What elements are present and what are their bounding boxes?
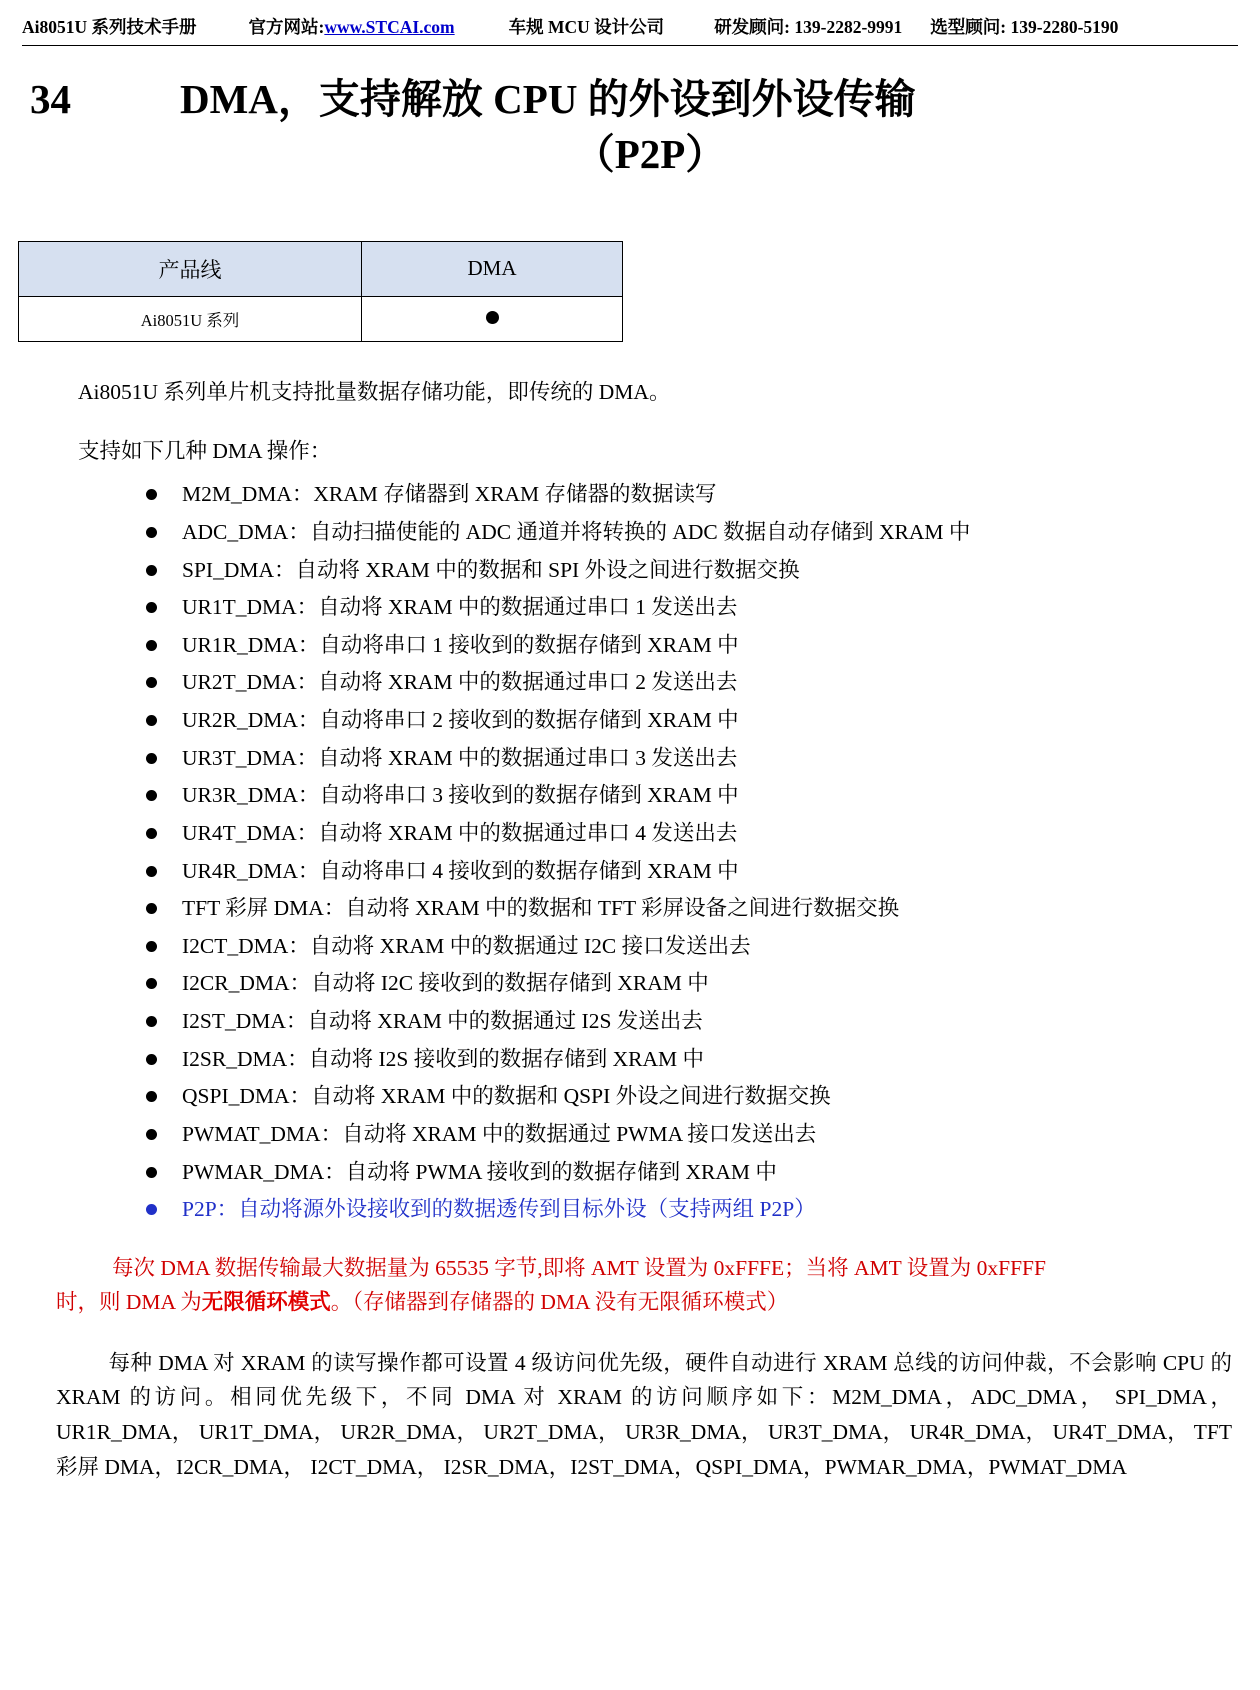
support-list-lead: 支持如下几种 DMA 操作：	[78, 439, 332, 463]
header-dev-advisor: 研发顾问: 139-2282-9991	[714, 17, 903, 37]
document-body	[28, 376, 1232, 1485]
header-divider	[22, 45, 1238, 46]
list-item: I2SR_DMA：自动将 I2S 接收到的数据存储到 XRAM 中	[140, 1041, 1232, 1079]
page-header	[22, 0, 1238, 39]
list-item: SPI_DMA：自动将 XRAM 中的数据和 SPI 外设之间进行数据交换	[140, 552, 1232, 590]
filled-dot-icon	[486, 311, 499, 324]
note-line-2-suffix: 。（存储器到存储器的 DMA 没有无限循环模式）	[330, 1290, 789, 1315]
list-item: UR2T_DMA：自动将 XRAM 中的数据通过串口 2 发送出去	[140, 664, 1232, 702]
header-site-label: 官方网站:	[248, 17, 325, 37]
intro-paragraph: Ai8051U 系列单片机支持批量数据存储功能，即传统的 DMA。	[78, 379, 671, 404]
list-item: UR3T_DMA：自动将 XRAM 中的数据通过串口 3 发送出去	[140, 740, 1232, 778]
table-cell-product: Ai8051U 系列	[19, 296, 362, 341]
list-item: I2CR_DMA：自动将 I2C 接收到的数据存储到 XRAM 中	[140, 965, 1232, 1003]
chapter-title-sub: （P2P）	[573, 131, 727, 178]
table-header-product: 产品线	[19, 241, 362, 296]
table-header-dma: DMA	[362, 241, 623, 296]
table-cell-dma-support	[362, 296, 623, 341]
list-item: UR3R_DMA：自动将串口 3 接收到的数据存储到 XRAM 中	[140, 777, 1232, 815]
product-dma-table	[18, 241, 623, 342]
title-line-1	[30, 72, 1230, 127]
note-line-2-prefix: 时，则 DMA 为	[56, 1290, 202, 1315]
list-item: PWMAR_DMA：自动将 PWMA 接收到的数据存储到 XRAM 中	[140, 1154, 1232, 1192]
list-item: UR1T_DMA：自动将 XRAM 中的数据通过串口 1 发送出去	[140, 589, 1232, 627]
priority-paragraph-text: 每种 DMA 对 XRAM 的读写操作都可设置 4 级访问优先级，硬件自动进行 XRAM 总线的访问仲裁，不会影响 CPU 的 XRAM 的访问。相同优先级下，不同 DMA 对 XRAM 的访问顺序如下：M2M_DMA，ADC_DMA， SPI_DMA， UR1R_DMA， UR1T_DMA， UR2R_DMA， UR2T_DMA， UR3R_DMA， UR3T_DMA， UR4R_DMA， UR4T_DMA， TFT 彩屏 DMA，I2CR_DMA， I2CT_DMA， I2SR_DMA，I2ST_DMA，QSPI_DMA，PWMAR_DMA，PWMAT_DMA	[56, 1350, 1232, 1480]
note-highlight: 无限循环模式	[201, 1290, 331, 1315]
list-item: M2M_DMA：XRAM 存储器到 XRAM 存储器的数据读写	[140, 476, 1232, 514]
page-title	[30, 72, 1230, 183]
list-item: UR4T_DMA：自动将 XRAM 中的数据通过串口 4 发送出去	[140, 815, 1232, 853]
list-item-p2p: P2P：自动将源外设接收到的数据透传到目标外设（支持两组 P2P）	[140, 1191, 1232, 1229]
table-row	[19, 296, 623, 341]
chapter-number: 34	[30, 76, 71, 122]
list-item: UR1R_DMA：自动将串口 1 接收到的数据存储到 XRAM 中	[140, 627, 1232, 665]
dma-operations-list	[28, 476, 1232, 1229]
table-header-row	[19, 241, 623, 296]
list-item: UR2R_DMA：自动将串口 2 接收到的数据存储到 XRAM 中	[140, 702, 1232, 740]
header-manual-title: Ai8051U 系列技术手册	[22, 17, 197, 37]
note-line-1: 每次 DMA 数据传输最大数据量为 65535 字节,即将 AMT 设置为 0xFFFE；当将 AMT 设置为 0xFFFF	[112, 1255, 1046, 1280]
list-item: TFT 彩屏 DMA：自动将 XRAM 中的数据和 TFT 彩屏设备之间进行数据交换	[140, 890, 1232, 928]
chapter-title-main: DMA，支持解放 CPU 的外设到外设传输	[180, 76, 916, 122]
list-item: PWMAT_DMA：自动将 XRAM 中的数据通过 PWMA 接口发送出去	[140, 1116, 1232, 1154]
header-company: 车规 MCU 设计公司	[508, 17, 665, 37]
list-item: QSPI_DMA：自动将 XRAM 中的数据和 QSPI 外设之间进行数据交换	[140, 1078, 1232, 1116]
amt-note	[56, 1251, 1232, 1320]
list-item: I2ST_DMA：自动将 XRAM 中的数据通过 I2S 发送出去	[140, 1003, 1232, 1041]
list-item: ADC_DMA：自动扫描使能的 ADC 通道并将转换的 ADC 数据自动存储到 XRAM 中	[140, 514, 1232, 552]
priority-paragraph	[56, 1346, 1232, 1485]
list-item: UR4R_DMA：自动将串口 4 接收到的数据存储到 XRAM 中	[140, 853, 1232, 891]
list-item: I2CT_DMA：自动将 XRAM 中的数据通过 I2C 接口发送出去	[140, 928, 1232, 966]
header-selection-advisor: 选型顾问: 139-2280-5190	[930, 17, 1119, 37]
header-site-link[interactable]: www.STCAI.com	[324, 17, 455, 37]
